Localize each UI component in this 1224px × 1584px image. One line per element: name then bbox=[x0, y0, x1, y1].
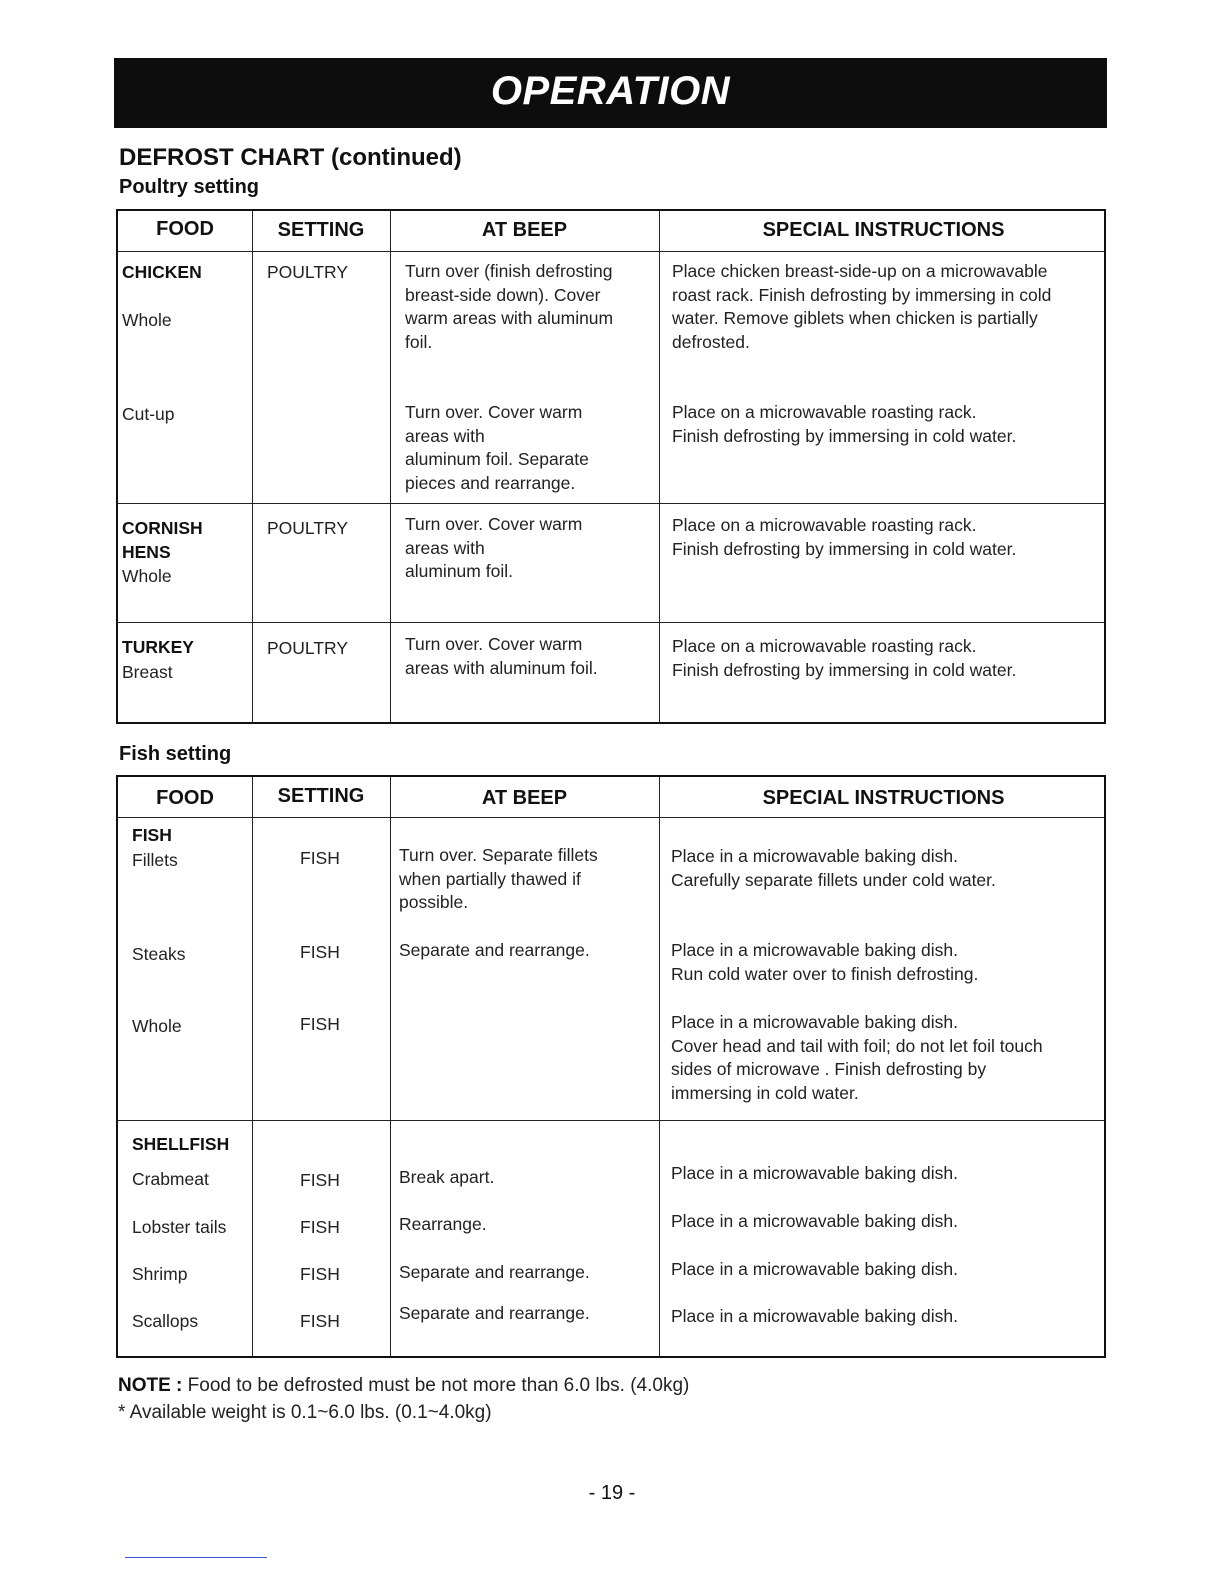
food-cut: Whole bbox=[132, 1016, 182, 1036]
header-setting: SETTING bbox=[277, 785, 365, 807]
at-beep-text: Rearrange. bbox=[399, 1214, 487, 1234]
setting-value: FISH bbox=[300, 1217, 340, 1237]
header-special-instructions: SPECIAL INSTRUCTIONS bbox=[762, 787, 1005, 809]
food-cut: Whole bbox=[122, 566, 172, 586]
page-title: DEFROST CHART (continued) bbox=[119, 144, 462, 171]
food-cut: Shrimp bbox=[132, 1264, 188, 1284]
food-name: TURKEY bbox=[122, 637, 194, 657]
poultry-table bbox=[116, 209, 1106, 724]
poultry-heading: Poultry setting bbox=[119, 176, 260, 198]
at-beep-text: Separate and rearrange. bbox=[399, 1303, 590, 1323]
food-cut: Whole bbox=[122, 310, 172, 330]
instruction-text: Place in a microwavable baking dish. bbox=[671, 1211, 958, 1231]
fish-table bbox=[116, 775, 1106, 1358]
food-cut: Steaks bbox=[132, 944, 186, 964]
instruction-text: Place in a microwavable baking dish. bbox=[671, 1306, 958, 1326]
header-food: FOOD bbox=[156, 218, 214, 240]
instruction-text: Place chicken breast-side-up on a microwavable roast rack. Finish defrosting by immersing in cold water. Remove giblets when chicken is partially defrosted. bbox=[672, 261, 1052, 352]
instruction-text: Place in a microwavable baking dish. bbox=[671, 1163, 958, 1183]
at-beep-text: Turn over. Separate fillets when partially thawed if possible. bbox=[399, 845, 598, 912]
page-number: - 19 - bbox=[588, 1482, 636, 1504]
setting-value: FISH bbox=[300, 1311, 340, 1331]
header-setting: SETTING bbox=[277, 219, 365, 241]
at-beep-text: Turn over. Cover warm areas with aluminum foil. bbox=[405, 634, 598, 678]
footer-rule bbox=[125, 1557, 267, 1558]
food-cut: Lobster tails bbox=[132, 1217, 227, 1237]
food-cut: Cut-up bbox=[122, 404, 175, 424]
instruction-text: Place on a microwavable roasting rack. Finish defrosting by immersing in cold water. bbox=[672, 515, 1017, 559]
setting-value: FISH bbox=[300, 1014, 340, 1034]
food-group-label: SHELLFISH bbox=[132, 1134, 230, 1154]
at-beep-text: Turn over. Cover warm areas with aluminum foil. bbox=[405, 514, 583, 581]
instruction-text: Place in a microwavable baking dish. bbox=[671, 1259, 958, 1279]
setting-value: FISH bbox=[300, 1264, 340, 1284]
note-label: NOTE : bbox=[118, 1375, 183, 1396]
food-name: CHICKEN bbox=[122, 262, 202, 282]
food-cut: Crabmeat bbox=[132, 1169, 209, 1189]
setting-value: FISH bbox=[300, 1170, 340, 1190]
fish-heading: Fish setting bbox=[119, 743, 232, 765]
food-cut: Breast bbox=[122, 662, 173, 682]
instruction-text: Place on a microwavable roasting rack. Finish defrosting by immersing in cold water. bbox=[672, 402, 1017, 446]
at-beep-text: Break apart. bbox=[399, 1167, 495, 1187]
setting-value: POULTRY bbox=[267, 638, 349, 658]
at-beep-text: Separate and rearrange. bbox=[399, 940, 590, 960]
setting-value: POULTRY bbox=[267, 518, 349, 538]
at-beep-text: Turn over (finish defrosting breast-side down). Cover warm areas with aluminum foil. bbox=[405, 261, 614, 352]
header-at-beep: AT BEEP bbox=[481, 787, 568, 809]
note-line bbox=[118, 1375, 689, 1397]
instruction-text: Place in a microwavable baking dish. Cover head and tail with foil; do not let foil touch sides of microwave . Finish defrosting by immersing in cold water. bbox=[671, 1012, 1043, 1103]
setting-value: POULTRY bbox=[267, 262, 349, 282]
food-cut: Fillets bbox=[132, 850, 178, 870]
instruction-text: Place on a microwavable roasting rack. Finish defrosting by immersing in cold water. bbox=[672, 636, 1017, 680]
at-beep-text: Separate and rearrange. bbox=[399, 1262, 590, 1282]
header-food: FOOD bbox=[156, 787, 214, 809]
header-at-beep: AT BEEP bbox=[481, 219, 568, 241]
food-group-label: FISH bbox=[132, 825, 172, 845]
instruction-text: Place in a microwavable baking dish. Carefully separate fillets under cold water. bbox=[671, 846, 996, 890]
header-special-instructions: SPECIAL INSTRUCTIONS bbox=[762, 219, 1005, 241]
note-weight: * Available weight is 0.1~6.0 lbs. (0.1~4.0kg) bbox=[118, 1402, 492, 1423]
note-text: Food to be defrosted must be not more than 6.0 lbs. (4.0kg) bbox=[182, 1375, 690, 1396]
food-cut: Scallops bbox=[132, 1311, 199, 1331]
at-beep-text: Turn over. Cover warm areas with aluminum foil. Separate pieces and rearrange. bbox=[405, 402, 589, 493]
food-name: CORNISH HENS bbox=[122, 518, 203, 562]
setting-value: FISH bbox=[300, 942, 340, 962]
setting-value: FISH bbox=[300, 848, 340, 868]
section-banner: OPERATION bbox=[114, 58, 1107, 128]
instruction-text: Place in a microwavable baking dish. Run cold water over to finish defrosting. bbox=[671, 940, 979, 984]
